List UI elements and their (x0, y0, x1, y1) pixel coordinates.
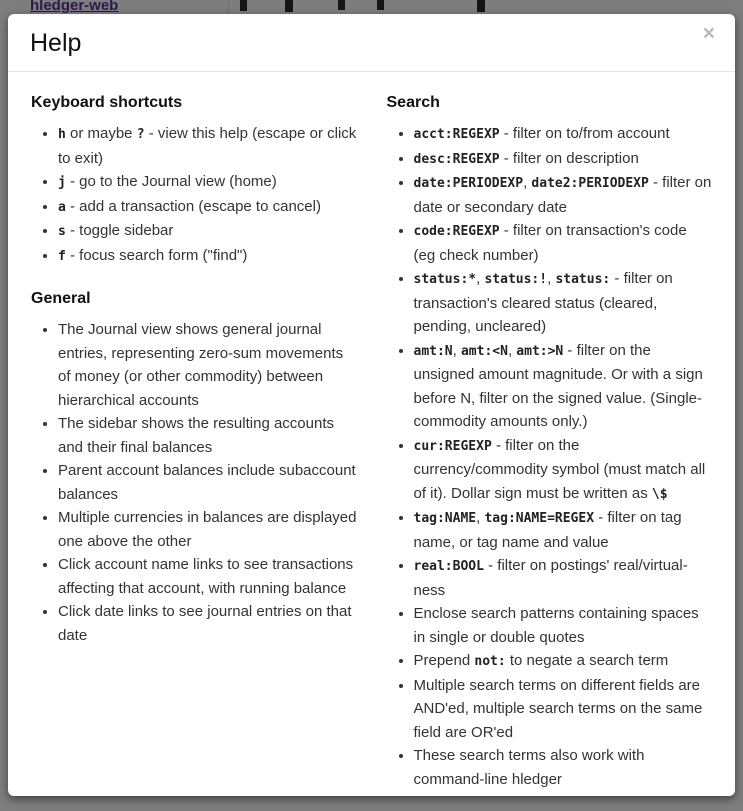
list-item: • date:PERIODEXP, date2:PERIODEXP - filter on date or secondary date (414, 171, 713, 219)
code-term: not: (474, 654, 506, 669)
list-item: • The Journal view shows general journal entries, representing zero-sum movements of money (or other commodity) between hierarchical accounts (58, 318, 357, 412)
code-term: tag:NAME (413, 511, 477, 526)
list-item: • Click account name links to see transactions affecting that account, with running balance (58, 553, 357, 600)
list-item: • Click date links to see journal entries on that date (58, 600, 357, 647)
code-term: cur:REGEXP (413, 438, 492, 454)
list-item: • These search terms also work with command-line hledger (414, 744, 713, 791)
code-term: a (58, 199, 66, 215)
list-item: • h or maybe ? - view this help (escape or click to exit) (58, 122, 357, 170)
list-item: • s - toggle sidebar (58, 219, 357, 244)
code-term: \$ (651, 486, 668, 502)
list-item: • f - focus search form ("find") (58, 244, 357, 269)
code-term: j (58, 175, 66, 190)
code-term: tag:NAME=REGEX (484, 511, 595, 526)
list-item: • j - go to the Journal view (home) (58, 170, 357, 195)
code-term: ? (136, 127, 145, 142)
list-item: • status:*, status:!, status: - filter on transaction's cleared status (cleared, pending, uncleared) (414, 267, 713, 339)
list-item: • tag:NAME, tag:NAME=REGEX - filter on tag name, or tag name and value (414, 506, 713, 554)
section-heading-general: General (31, 290, 91, 307)
page-heading-fragment (240, 0, 247, 11)
code-term: amt:>N (516, 343, 564, 359)
column-left (16, 82, 372, 796)
code-term: status:* (413, 272, 477, 287)
page-heading-fragment (338, 0, 345, 10)
code-term: code:REGEXP (413, 224, 500, 239)
code-term: amt:N (413, 343, 453, 359)
list-item: • The sidebar shows the resulting accounts and their final balances (58, 412, 357, 459)
code-term: s (58, 224, 66, 239)
help-modal (8, 14, 735, 796)
modal-header (8, 14, 735, 72)
page-column-divider (228, 0, 229, 14)
code-term: amt:<N (460, 343, 508, 359)
column-right (372, 82, 728, 796)
help-list (31, 318, 357, 647)
list-item: • Multiple search terms on different fields are AND'ed, multiple search terms on the same field are OR'ed (414, 674, 713, 745)
close-icon[interactable]: × (702, 22, 715, 45)
code-term: f (58, 248, 66, 264)
page-heading-fragment (377, 0, 384, 10)
list-item: • Prepend not: to negate a search term (414, 649, 713, 674)
page-heading-fragment (285, 0, 293, 12)
section-heading-keyboard-shortcuts: Keyboard shortcuts (31, 94, 183, 111)
code-term: real:BOOL (413, 559, 484, 574)
code-term: h (58, 127, 66, 142)
code-term: date:PERIODEXP (413, 176, 524, 191)
list-item: • desc:REGEXP - filter on description (414, 147, 713, 172)
help-list (31, 122, 357, 268)
code-term: status: (555, 272, 611, 287)
page-heading-fragment (477, 0, 485, 12)
modal-body (8, 72, 735, 796)
list-item: • Enclose search patterns containing spaces in single or double quotes (414, 602, 713, 649)
section-heading-search: Search (386, 94, 440, 111)
code-term: status:! (484, 272, 548, 287)
list-item: • code:REGEXP - filter on transaction's code (eg check number) (414, 219, 713, 267)
help-list (387, 122, 713, 791)
brand-link[interactable]: hledger-web (30, 0, 119, 14)
list-item: • amt:N, amt:<N, amt:>N - filter on the unsigned amount magnitude. Or with a sign before N, filter on the signed value. (Single-commodity amounts only.) (414, 339, 713, 434)
list-item: • Multiple currencies in balances are displayed one above the other (58, 506, 357, 553)
list-item: • cur:REGEXP - filter on the currency/commodity symbol (must match all of it). Dollar sign must be written as \$ (414, 434, 713, 507)
list-item: • acct:REGEXP - filter on to/from account (414, 122, 713, 147)
modal-title: Help (30, 29, 82, 57)
code-term: desc:REGEXP (413, 151, 500, 167)
list-item: • real:BOOL - filter on postings' real/virtual-ness (414, 554, 713, 602)
list-item: • a - add a transaction (escape to cancel) (58, 195, 357, 220)
code-term: acct:REGEXP (413, 127, 500, 142)
list-item: • Parent account balances include subaccount balances (58, 459, 357, 506)
code-term: date2:PERIODEXP (531, 176, 649, 191)
